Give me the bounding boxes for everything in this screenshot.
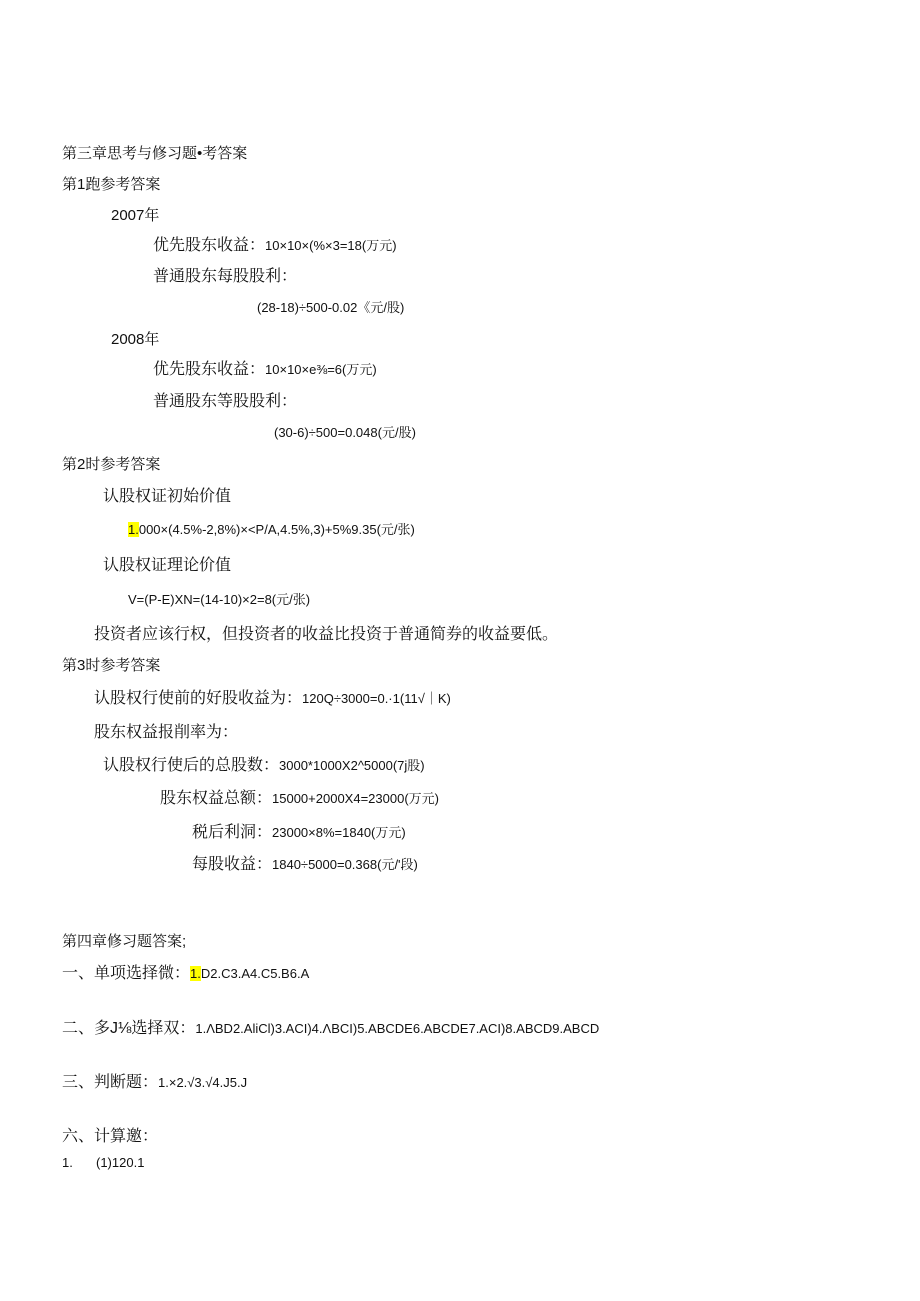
pref-label-2008: 优先股东收益：	[153, 361, 266, 378]
q2-initial-formula: 000×(4.5%-2,8%)×<P/A,4.5%,3)+5%9.35(元/张)	[138, 522, 415, 537]
q1-2007-common-label: 普通股东每股股利：	[153, 268, 298, 285]
q1-2008-pref-row	[153, 362, 377, 378]
multi-choice-answers: 1.ΛBD2.AliCl)3.ACI)4.ΛBCI)5.ABCDE6.ABCDE7.ACI)8.ABCD9.ABCD	[195, 1021, 600, 1036]
net-profit-formula: 23000×8%=1840(万元)	[272, 825, 406, 840]
chapter3-title: 第三章思考与修习题•考答案	[62, 145, 248, 162]
eps-formula: 1840÷5000=0.368(元/'段)	[272, 857, 418, 872]
total-shares-formula: 3000*1000X2^5000(7j股)	[279, 758, 425, 773]
q1-2007-common-formula: (28-18)÷500-0.02《元/股)	[257, 300, 405, 315]
q1-2007-pref-row	[153, 238, 397, 254]
q2-theory-formula: V=(P-E)XN=(14-10)×2=8(元/张)	[128, 592, 311, 607]
q3-eps-row	[192, 857, 418, 873]
single-choice-label: 一、单项选择微：	[62, 965, 191, 982]
q3-dilution-label: 股东权益报削率为：	[94, 724, 239, 741]
eps-label: 每股收益：	[192, 856, 273, 873]
pref-formula: 10×10×(%×3=18(万元)	[265, 238, 397, 253]
q3-eps-before-row	[94, 691, 451, 707]
ch4-judge-row	[62, 1075, 247, 1091]
q2-heading: 第2时参考答案	[62, 456, 161, 473]
eps-before-formula: 120Q÷3000=0.·1(11√｜K)	[302, 691, 451, 706]
q1-heading: 第1跑参考答案	[62, 176, 161, 193]
single-choice-answers: D2.C3.A4.C5.B6.A	[200, 966, 310, 981]
ch4-calc-num: 1.	[62, 1155, 73, 1170]
q2-initial-label: 认股权证初始价值	[103, 488, 232, 505]
ch4-calc-label: 六、计算邀：	[62, 1128, 159, 1145]
q1-year-2008: 2008年	[111, 331, 160, 348]
net-profit-label: 税后利洞：	[192, 824, 273, 841]
equity-label: 股东权益总额：	[160, 790, 273, 807]
equity-formula: 15000+2000X4=23000(万元)	[272, 791, 439, 806]
q3-equity-row	[160, 791, 439, 807]
highlight-mark: 1.	[190, 966, 201, 981]
highlight-mark: 1.	[128, 522, 139, 537]
judge-answers: 1.×2.√3.√4.J5.J	[158, 1075, 248, 1090]
ch4-single-choice-row	[62, 966, 309, 982]
chapter4-title: 第四章修习题答案;	[62, 933, 187, 950]
q3-net-profit-row	[192, 825, 406, 841]
q3-total-shares-row	[103, 758, 425, 774]
judge-label: 三、判断题：	[62, 1074, 159, 1091]
total-shares-label: 认股权行使后的总股数：	[103, 757, 280, 774]
q2-initial-row	[128, 523, 415, 536]
q2-conclusion: 投资者应该行权，但投资者的收益比投资于普通简券的收益要低。	[94, 626, 559, 643]
pref-formula-2008: 10×10×e⅜=6(万元)	[265, 362, 377, 377]
q2-theory-label: 认股权证理论价值	[103, 557, 232, 574]
multi-choice-label: 二、多J⅛选择双：	[62, 1020, 196, 1037]
ch4-multi-choice-row	[62, 1021, 599, 1037]
eps-before-label: 认股权行使前的好股收益为：	[94, 690, 303, 707]
q1-2008-common-formula: (30-6)÷500=0.048(元/股)	[274, 425, 416, 440]
pref-label: 优先股东收益：	[153, 237, 266, 254]
ch4-calc-item: (1)120.1	[96, 1155, 145, 1170]
q1-year-2007: 2007年	[111, 207, 160, 224]
q1-2008-common-label: 普通股东等股股利：	[153, 393, 298, 410]
q3-heading: 第3时参考答案	[62, 657, 161, 674]
